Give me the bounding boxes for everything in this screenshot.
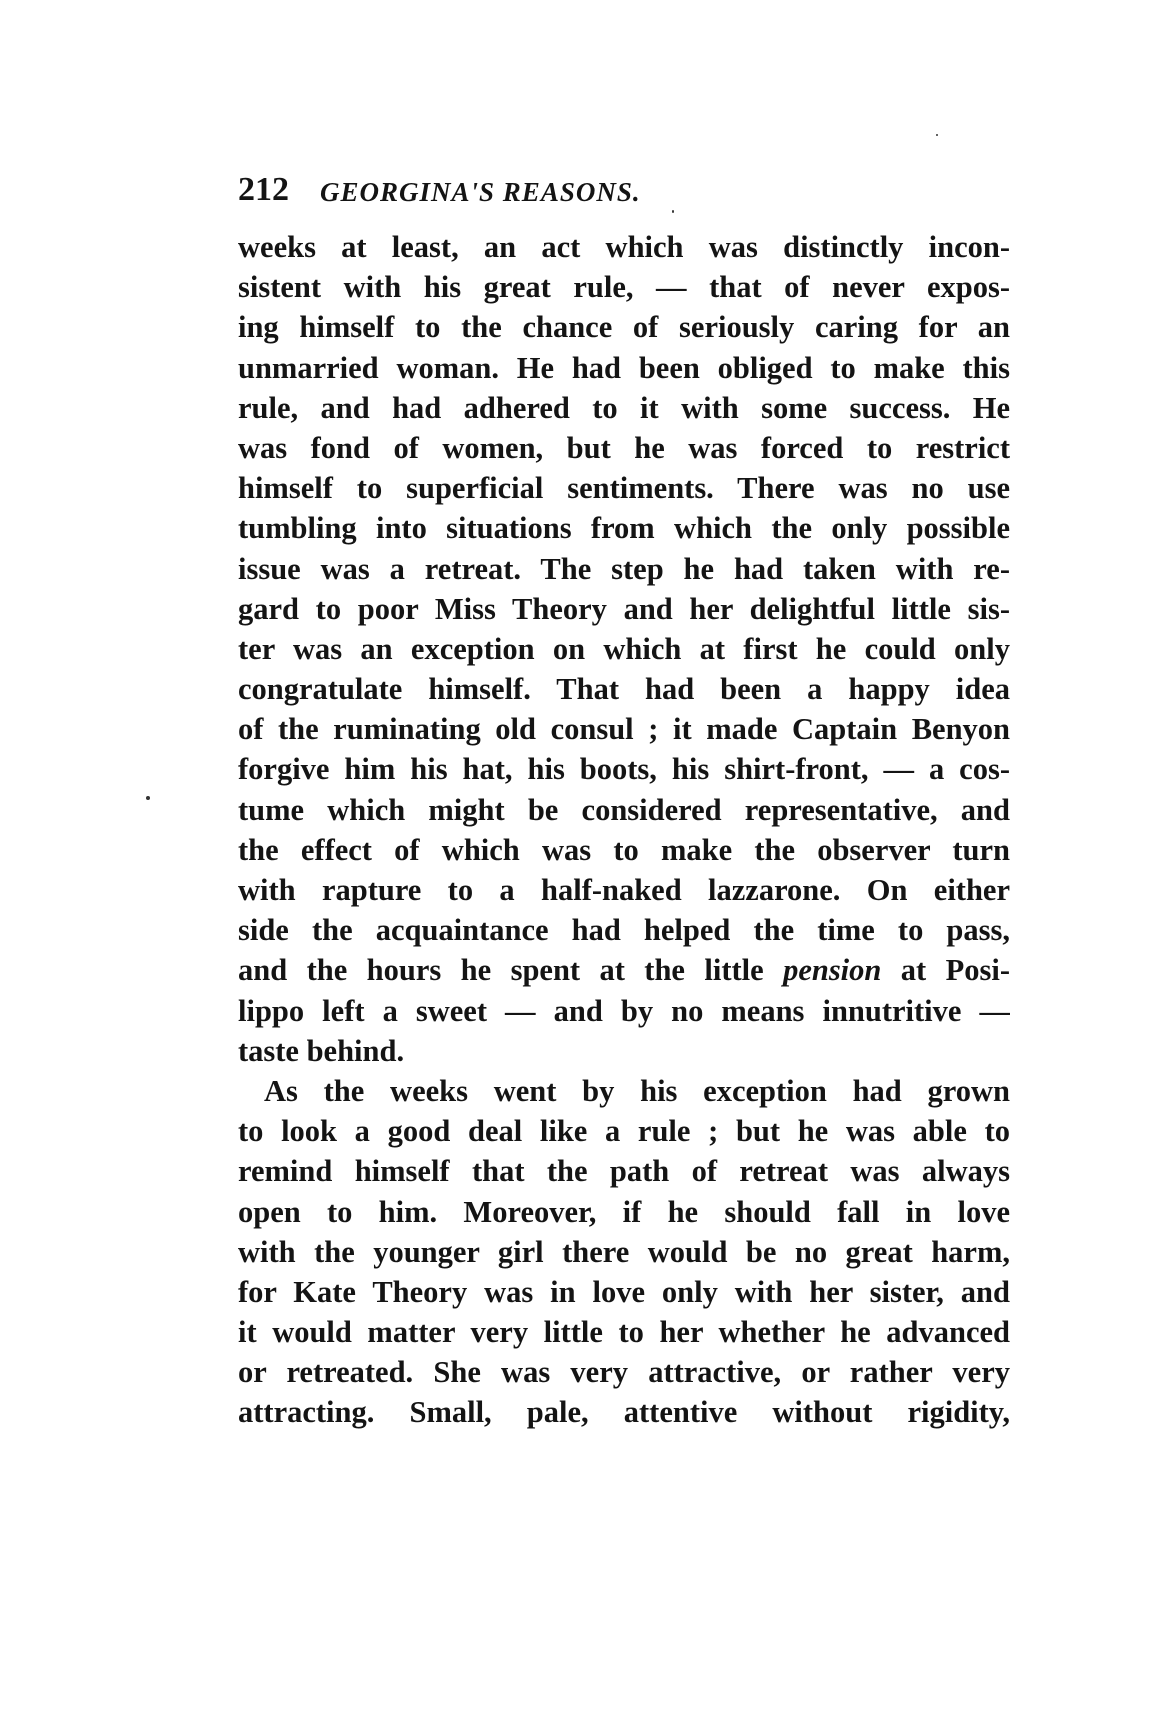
- text-line: the effect of which was to make the observer turn: [238, 832, 1010, 867]
- text-line: forgive him his hat, his boots, his shirt-front, — a cos-: [238, 752, 1010, 787]
- print-speck: [672, 210, 674, 213]
- print-speck: [146, 796, 150, 800]
- text-line: lippo left a sweet — and by no means innutritive —: [238, 993, 1010, 1028]
- text-segment: and the hours he spent at the little: [238, 953, 784, 988]
- text-line: himself to superficial sentiments. There was no use: [238, 471, 1010, 506]
- text-line: issue was a retreat. The step he had taken with re-: [238, 551, 1010, 586]
- text-line: open to him. Moreover, if he should fall in love: [238, 1194, 1010, 1229]
- text-segment: at Posi-: [881, 953, 1010, 988]
- text-line: weeks at least, an act which was distinctly incon-: [238, 230, 1010, 264]
- text-line: to look a good deal like a rule ; but he was able to: [238, 1114, 1010, 1149]
- text-line: congratulate himself. That had been a happy idea: [238, 672, 1010, 707]
- italic-word-pension: pension: [783, 953, 882, 988]
- text-line: for Kate Theory was in love only with her sister, and: [238, 1274, 1010, 1309]
- text-line-with-italic: [238, 950, 1010, 990]
- page-number: 212: [238, 171, 289, 208]
- text-line: rule, and had adhered to it with some success. He: [238, 390, 1010, 425]
- text-line: tume which might be considered representative, and: [238, 792, 1010, 827]
- text-line: of the ruminating old consul ; it made Captain Benyon: [238, 712, 1010, 747]
- text-line: tumbling into situations from which the only possible: [238, 511, 1010, 546]
- text-line: remind himself that the path of retreat was always: [238, 1154, 1010, 1189]
- paragraph-end-line: taste behind.: [238, 1033, 405, 1068]
- text-line: or retreated. She was very attractive, or rather very: [238, 1355, 1010, 1390]
- text-line: it would matter very little to her whether he advanced: [238, 1315, 1010, 1350]
- text-line: was fond of women, but he was forced to restrict: [238, 430, 1010, 465]
- text-line: ing himself to the chance of seriously caring for an: [238, 310, 1010, 345]
- text-line: gard to poor Miss Theory and her delightful little sis-: [238, 591, 1010, 626]
- running-title: GEORGINA'S REASONS.: [320, 177, 641, 207]
- paragraph-start-line: As the weeks went by his exception had grown: [264, 1073, 1010, 1108]
- body-text: [238, 227, 1010, 1433]
- print-speck: [936, 134, 938, 136]
- text-line: with the younger girl there would be no great harm,: [238, 1234, 1010, 1269]
- text-line: side the acquaintance had helped the time to pass,: [238, 913, 1010, 948]
- page-header: [238, 170, 1018, 218]
- text-line: ter was an exception on which at first he could only: [238, 631, 1010, 666]
- text-line: with rapture to a half-naked lazzarone. On either: [238, 873, 1010, 907]
- text-line: sistent with his great rule, — that of never expos-: [238, 270, 1010, 305]
- text-line: attracting. Small, pale, attentive without rigidity,: [238, 1395, 1010, 1430]
- text-line: unmarried woman. He had been obliged to make this: [238, 350, 1010, 385]
